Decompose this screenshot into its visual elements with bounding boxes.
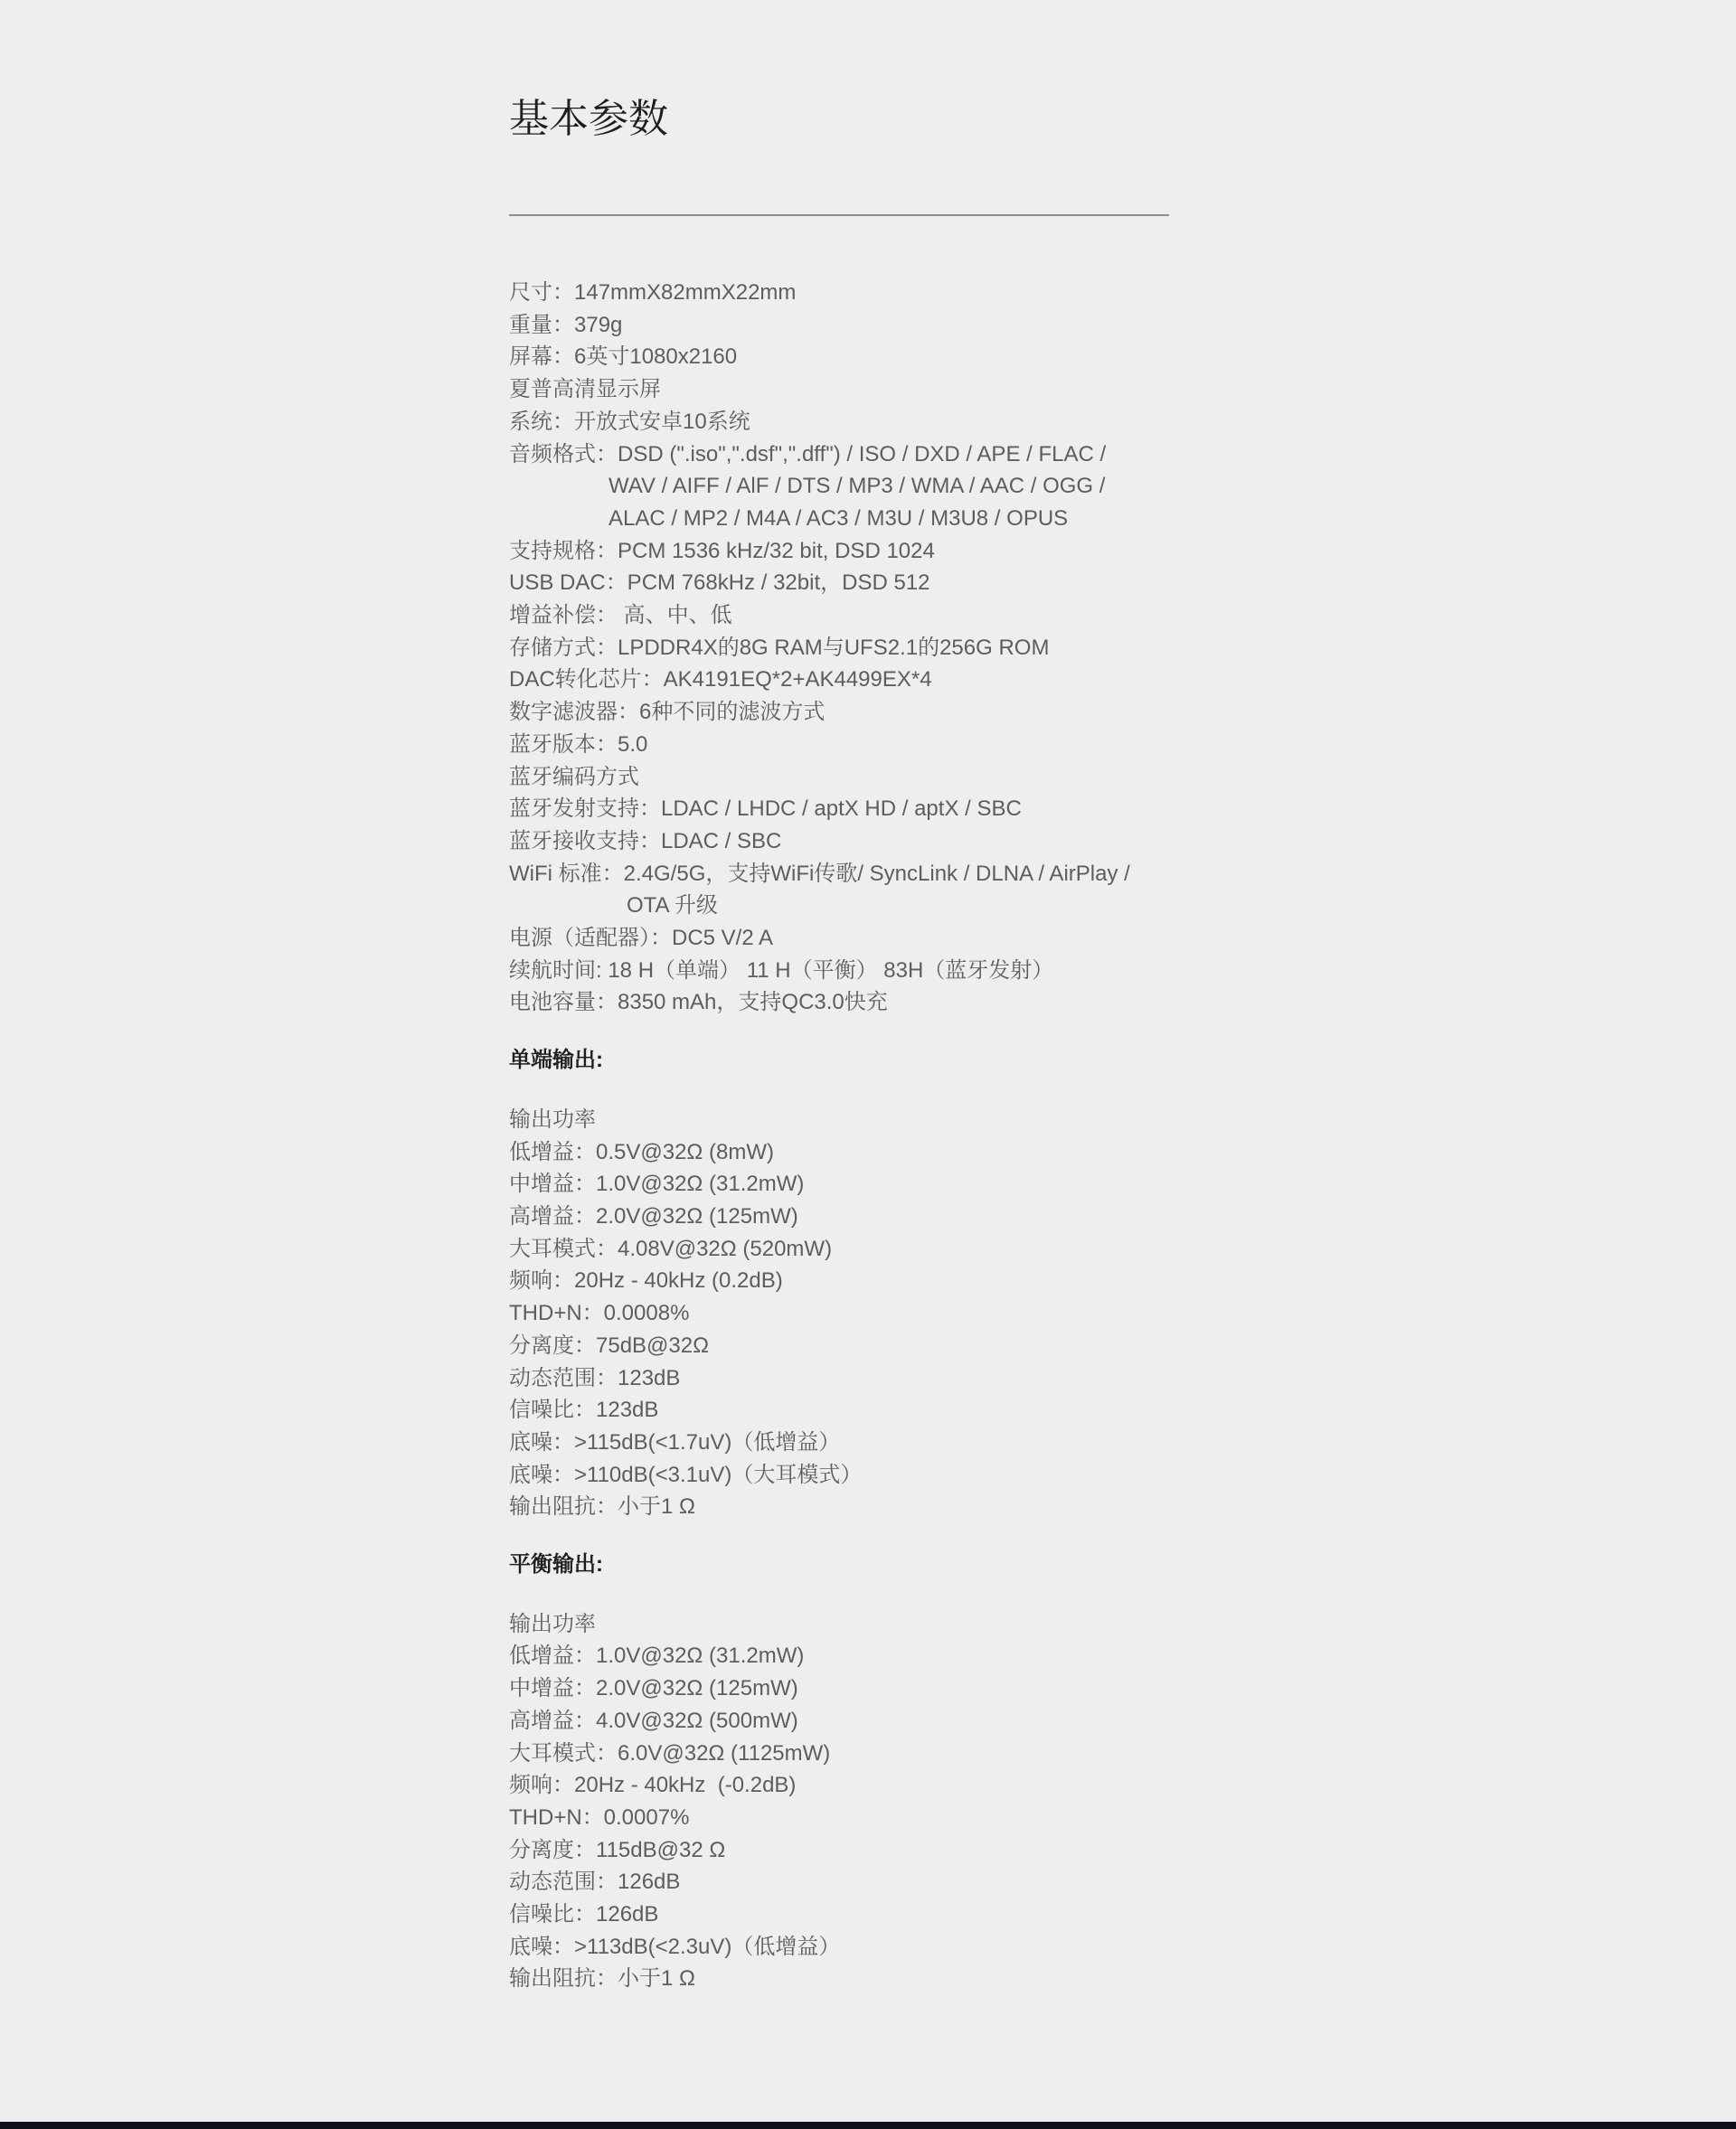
spec-line: 重量：379g: [509, 312, 623, 337]
balanced-specs-list: [509, 1608, 1323, 1995]
spec-line: 存储方式：LPDDR4X的8G RAM与UFS2.1的256G ROM: [509, 635, 1050, 660]
spec-line: 电源（适配器）：DC5 V/2 A: [509, 926, 774, 951]
spec-line: 输出功率: [509, 1611, 596, 1636]
spec-line: 输出功率: [509, 1107, 596, 1132]
spec-line: 音频格式：DSD (".iso",".dsf",".dff") / ISO / DXD / APE / FLAC /: [509, 441, 1107, 466]
divider: [509, 214, 1169, 216]
spec-line: 输出阻抗：小于1 Ω: [509, 1494, 695, 1520]
spec-line: 底噪：>113dB(<2.3uV)（低增益）: [509, 1934, 841, 1959]
spec-line: 输出阻抗：小于1 Ω: [509, 1966, 695, 1992]
spec-line: 频响：20Hz - 40kHz (-0.2dB): [509, 1773, 797, 1798]
spec-line: 续航时间: 18 H（单端） 11 H（平衡） 83H（蓝牙发射）: [509, 957, 1054, 983]
spec-line: 尺寸：147mmX82mmX22mm: [509, 280, 797, 305]
footer-bar: [0, 2122, 1736, 2129]
spec-line: 蓝牙接收支持：LDAC / SBC: [509, 828, 782, 853]
spec-line: 中增益：2.0V@32Ω (125mW): [509, 1676, 798, 1701]
spec-line: 大耳模式：6.0V@32Ω (1125mW): [509, 1740, 831, 1766]
spec-line: WiFi 标准：2.4G/5G，支持WiFi传歌/ SyncLink / DLNA / AirPlay /: [509, 861, 1130, 886]
spec-line: 低增益：0.5V@32Ω (8mW): [509, 1139, 775, 1164]
spec-line: 夏普高清显示屏: [509, 377, 661, 402]
spec-line: 蓝牙版本：5.0: [509, 731, 648, 757]
spec-line: 动态范围：123dB: [509, 1365, 681, 1390]
spec-line: DAC转化芯片：AK4191EQ*2+AK4499EX*4: [509, 667, 932, 692]
spec-line: 高增益：2.0V@32Ω (125mW): [509, 1203, 798, 1229]
spec-line: 增益补偿： 高、中、低: [509, 603, 732, 628]
spec-line: THD+N：0.0008%: [509, 1301, 690, 1326]
spec-line: 系统：开放式安卓10系统: [509, 409, 750, 434]
spec-line: 屏幕：6英寸1080x2160: [509, 344, 738, 370]
spec-line: WAV / AIFF / AlF / DTS / MP3 / WMA / AAC / OGG /: [609, 474, 1106, 499]
section-heading-balanced: 平衡输出:: [509, 1552, 603, 1578]
spec-line: 中增益：1.0V@32Ω (31.2mW): [509, 1172, 805, 1197]
spec-line: 蓝牙发射支持：LDAC / LHDC / aptX HD / aptX / SBC: [509, 796, 1022, 822]
single-ended-specs-list: [509, 1104, 1323, 1523]
spec-line: 底噪：>115dB(<1.7uV)（低增益）: [509, 1429, 841, 1455]
spec-line: 底噪：>110dB(<3.1uV)（大耳模式）: [509, 1462, 863, 1487]
spec-line: 高增益：4.0V@32Ω (500mW): [509, 1708, 798, 1733]
spec-line: 电池容量：8350 mAh，支持QC3.0快充: [509, 990, 888, 1015]
spec-line: ALAC / MP2 / M4A / AC3 / M3U / M3U8 / OPUS: [609, 505, 1069, 531]
spec-line: 分离度：115dB@32 Ω: [509, 1837, 726, 1862]
spec-line: 频响：20Hz - 40kHz (0.2dB): [509, 1268, 783, 1294]
spec-line: 蓝牙编码方式: [509, 764, 639, 789]
spec-line: 低增益：1.0V@32Ω (31.2mW): [509, 1644, 805, 1669]
spec-line: THD+N：0.0007%: [509, 1804, 690, 1830]
general-specs-list: [509, 277, 1323, 1019]
spec-line: 信噪比：126dB: [509, 1902, 659, 1927]
spec-line: 分离度：75dB@32Ω: [509, 1333, 710, 1358]
spec-line: 支持规格：PCM 1536 kHz/32 bit, DSD 1024: [509, 538, 935, 563]
spec-line: 数字滤波器：6种不同的滤波方式: [509, 700, 826, 725]
spec-line: 动态范围：126dB: [509, 1870, 681, 1895]
spec-line: 信噪比：123dB: [509, 1398, 659, 1423]
page-title: 基本参数: [509, 97, 668, 141]
spec-line: OTA 升级: [627, 893, 718, 918]
spec-line: USB DAC：PCM 768kHz / 32bit，DSD 512: [509, 570, 930, 596]
section-heading-single-ended: 单端输出:: [509, 1048, 603, 1073]
spec-line: 大耳模式：4.08V@32Ω (520mW): [509, 1236, 833, 1261]
